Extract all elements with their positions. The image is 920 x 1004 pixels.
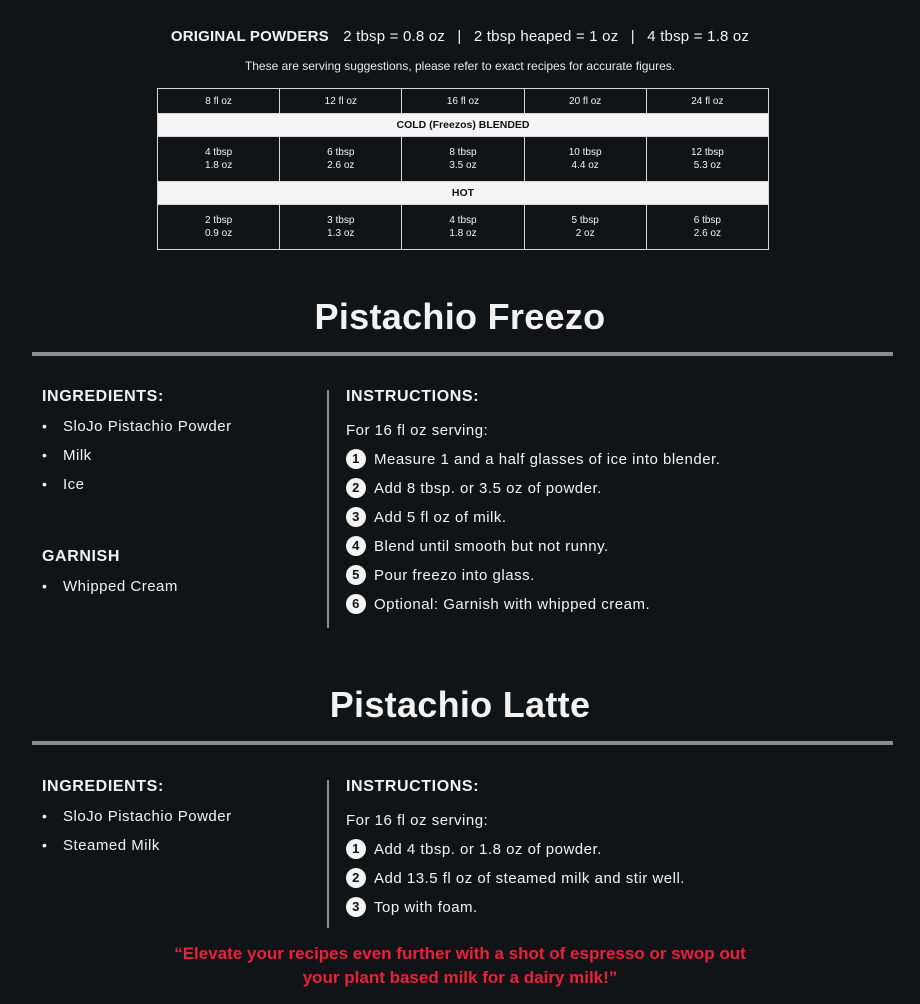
step-number: 3 bbox=[346, 507, 366, 527]
list-item: 1 Measure 1 and a half glasses of ice into blender. bbox=[346, 445, 720, 474]
cold-cell: 4 tbsp 1.8 oz bbox=[158, 137, 280, 182]
freezo-ingredients bbox=[42, 386, 232, 499]
list-item: 3 Add 5 fl oz of milk. bbox=[346, 503, 720, 532]
list-item: • Ice bbox=[42, 476, 85, 493]
ingredients-heading: INGREDIENTS: bbox=[42, 388, 164, 405]
hot-band: HOT bbox=[158, 182, 769, 205]
list-item: • Milk bbox=[42, 447, 92, 464]
latte-instructions bbox=[346, 776, 685, 922]
list-item: 2 Add 13.5 fl oz of steamed milk and stir well. bbox=[346, 864, 685, 893]
powders-label: ORIGINAL POWDERS bbox=[170, 28, 329, 45]
table-row bbox=[158, 205, 769, 250]
list-item: • SloJo Pistachio Powder bbox=[42, 808, 232, 825]
hot-cell: 2 tbsp 0.9 oz bbox=[158, 205, 280, 250]
size-cell: 16 fl oz bbox=[402, 89, 524, 114]
separator: | bbox=[457, 28, 462, 45]
table-row bbox=[158, 137, 769, 182]
column-divider bbox=[327, 780, 329, 928]
quote-line: “Elevate your recipes even further with a shot of espresso or swop out bbox=[174, 944, 746, 963]
step-number: 3 bbox=[346, 897, 366, 917]
column-divider bbox=[327, 390, 329, 628]
size-cell: 24 fl oz bbox=[646, 89, 768, 114]
step-number: 1 bbox=[346, 839, 366, 859]
cold-cell: 12 tbsp 5.3 oz bbox=[646, 137, 768, 182]
list-item: 1 Add 4 tbsp. or 1.8 oz of powder. bbox=[346, 835, 685, 864]
list-item: 5 Pour freezo into glass. bbox=[346, 561, 720, 590]
step-number: 6 bbox=[346, 594, 366, 614]
instructions-heading: INSTRUCTIONS: bbox=[346, 388, 480, 405]
garnish-heading: GARNISH bbox=[42, 548, 120, 565]
quote-line: your plant based milk for a dairy milk!” bbox=[302, 968, 618, 987]
servings-table bbox=[157, 88, 769, 250]
list-item: • Steamed Milk bbox=[42, 837, 160, 854]
table-row bbox=[158, 89, 769, 114]
hot-cell: 4 tbsp 1.8 oz bbox=[402, 205, 524, 250]
step-number: 2 bbox=[346, 478, 366, 498]
list-item: 3 Top with foam. bbox=[346, 893, 685, 922]
step-number: 5 bbox=[346, 565, 366, 585]
separator: | bbox=[630, 28, 635, 45]
measure-3: 4 tbsp = 1.8 oz bbox=[647, 28, 750, 45]
serving-size: For 16 fl oz serving: bbox=[346, 812, 489, 829]
serving-note: These are serving suggestions, please refer to exact recipes for accurate figures. bbox=[244, 59, 676, 73]
table-row bbox=[158, 182, 769, 205]
cold-cell: 10 tbsp 4.4 oz bbox=[524, 137, 646, 182]
hot-cell: 3 tbsp 1.3 oz bbox=[280, 205, 402, 250]
step-number: 4 bbox=[346, 536, 366, 556]
freezo-divider bbox=[32, 352, 893, 356]
espresso-tip-quote bbox=[0, 942, 920, 990]
hot-cell: 6 tbsp 2.6 oz bbox=[646, 205, 768, 250]
list-item: • Whipped Cream bbox=[42, 578, 178, 595]
garnish-list bbox=[42, 572, 178, 601]
freezo-garnish bbox=[42, 546, 178, 601]
list-item: 2 Add 8 tbsp. or 3.5 oz of powder. bbox=[346, 474, 720, 503]
freezo-instructions bbox=[346, 386, 720, 619]
ingredient-list bbox=[42, 802, 232, 860]
size-cell: 8 fl oz bbox=[158, 89, 280, 114]
list-item: 6 Optional: Garnish with whipped cream. bbox=[346, 590, 720, 619]
ingredient-list bbox=[42, 412, 232, 499]
list-item: • SloJo Pistachio Powder bbox=[42, 418, 232, 435]
cold-band: COLD (Freezos) BLENDED bbox=[158, 114, 769, 137]
step-list bbox=[346, 835, 685, 922]
size-cell: 12 fl oz bbox=[280, 89, 402, 114]
serving-size: For 16 fl oz serving: bbox=[346, 422, 489, 439]
step-number: 2 bbox=[346, 868, 366, 888]
cold-cell: 6 tbsp 2.6 oz bbox=[280, 137, 402, 182]
latte-ingredients bbox=[42, 776, 232, 860]
cold-cell: 8 tbsp 3.5 oz bbox=[402, 137, 524, 182]
instructions-heading: INSTRUCTIONS: bbox=[346, 778, 480, 795]
measure-1: 2 tbsp = 0.8 oz bbox=[343, 28, 446, 45]
freezo-title: Pistachio Freezo bbox=[314, 296, 606, 337]
latte-title: Pistachio Latte bbox=[329, 684, 591, 725]
latte-divider bbox=[32, 741, 893, 745]
hot-cell: 5 tbsp 2 oz bbox=[524, 205, 646, 250]
measure-2: 2 tbsp heaped = 1 oz bbox=[473, 28, 619, 45]
table-row bbox=[158, 114, 769, 137]
ingredients-heading: INGREDIENTS: bbox=[42, 778, 164, 795]
powder-measures bbox=[0, 28, 920, 45]
step-number: 1 bbox=[346, 449, 366, 469]
size-cell: 20 fl oz bbox=[524, 89, 646, 114]
list-item: 4 Blend until smooth but not runny. bbox=[346, 532, 720, 561]
step-list bbox=[346, 445, 720, 619]
